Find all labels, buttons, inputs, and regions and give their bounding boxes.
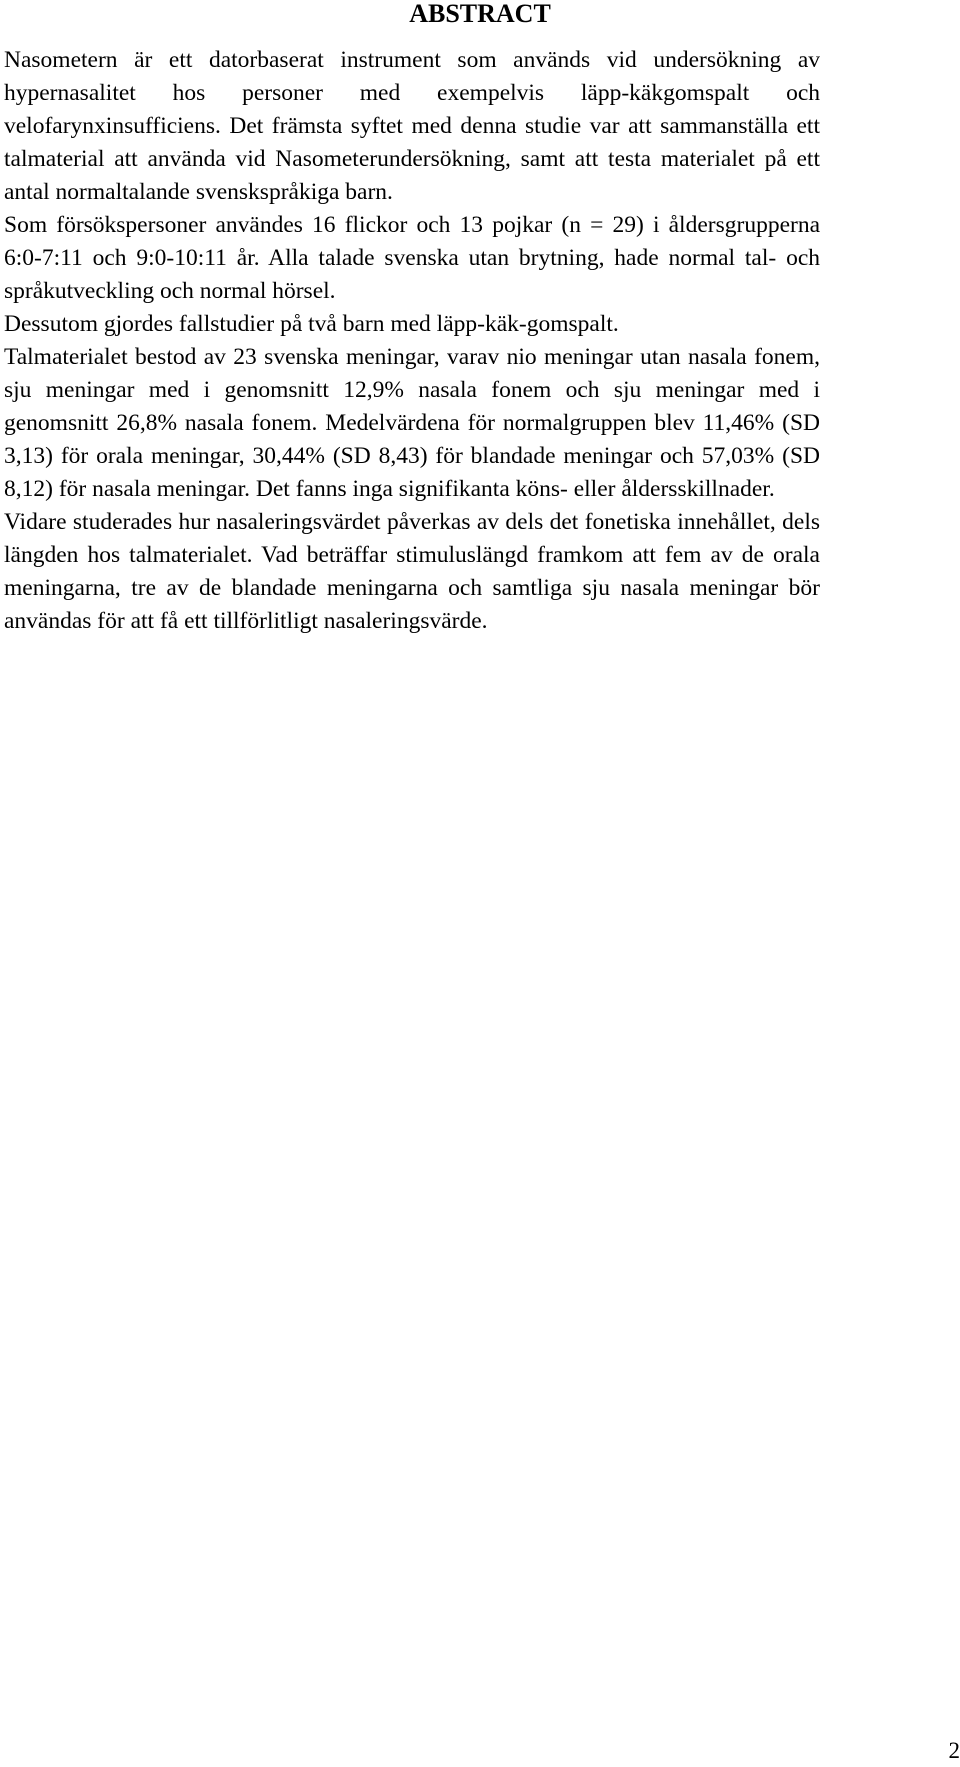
abstract-paragraph-results: Talmaterialet bestod av 23 svenska meningar, varav nio meningar utan nasala fonem, sju meningar med i genomsnitt 12,9% nasala fonem och sju meningar med i genomsnitt 26,8% nasala fonem. Medelvärdena för normalgruppen blev 11,46% (SD 3,13) för orala meningar, 30,44% (SD 8,43) för blandade meningar och 57,03% (SD 8,12) för nasala meningar. Det fanns inga signifikanta köns- eller åldersskillnader. [4, 344, 820, 502]
abstract-title: ABSTRACT [409, 0, 551, 28]
abstract-body [4, 44, 820, 638]
page-number: 2 [948, 1738, 960, 1763]
abstract-paragraph-case-studies: Dessutom gjordes fallstudier på två barn med läpp-käk-gomspalt. [4, 311, 619, 337]
abstract-paragraph-conclusion: Vidare studerades hur nasaleringsvärdet påverkas av dels det fonetiska innehållet, dels längden hos talmaterialet. Vad beträffar stimuluslängd framkom att fem av de orala meningarna, tre av de blandade meningarna och samtliga sju nasala meningar bör användas för att få ett tillförlitligt nasaleringsvärde. [4, 509, 820, 634]
abstract-paragraph-participants: Som försökspersoner användes 16 flickor och 13 pojkar (n = 29) i åldersgrupperna 6:0-7:11 och 9:0-10:11 år. Alla talade svenska utan brytning, hade normal tal- och språkutveckling och normal hörsel. [4, 212, 820, 304]
abstract-paragraph-purpose: Nasometern är ett datorbaserat instrument som används vid undersökning av hypernasalitet hos personer med exempelvis läpp-käkgomspalt och velofarynxinsufficiens. Det främsta syftet med denna studie var att sammanställa ett talmaterial att använda vid Nasometerundersökning, samt att testa materialet på ett antal normaltalande svenskspråkiga barn. [4, 47, 820, 205]
